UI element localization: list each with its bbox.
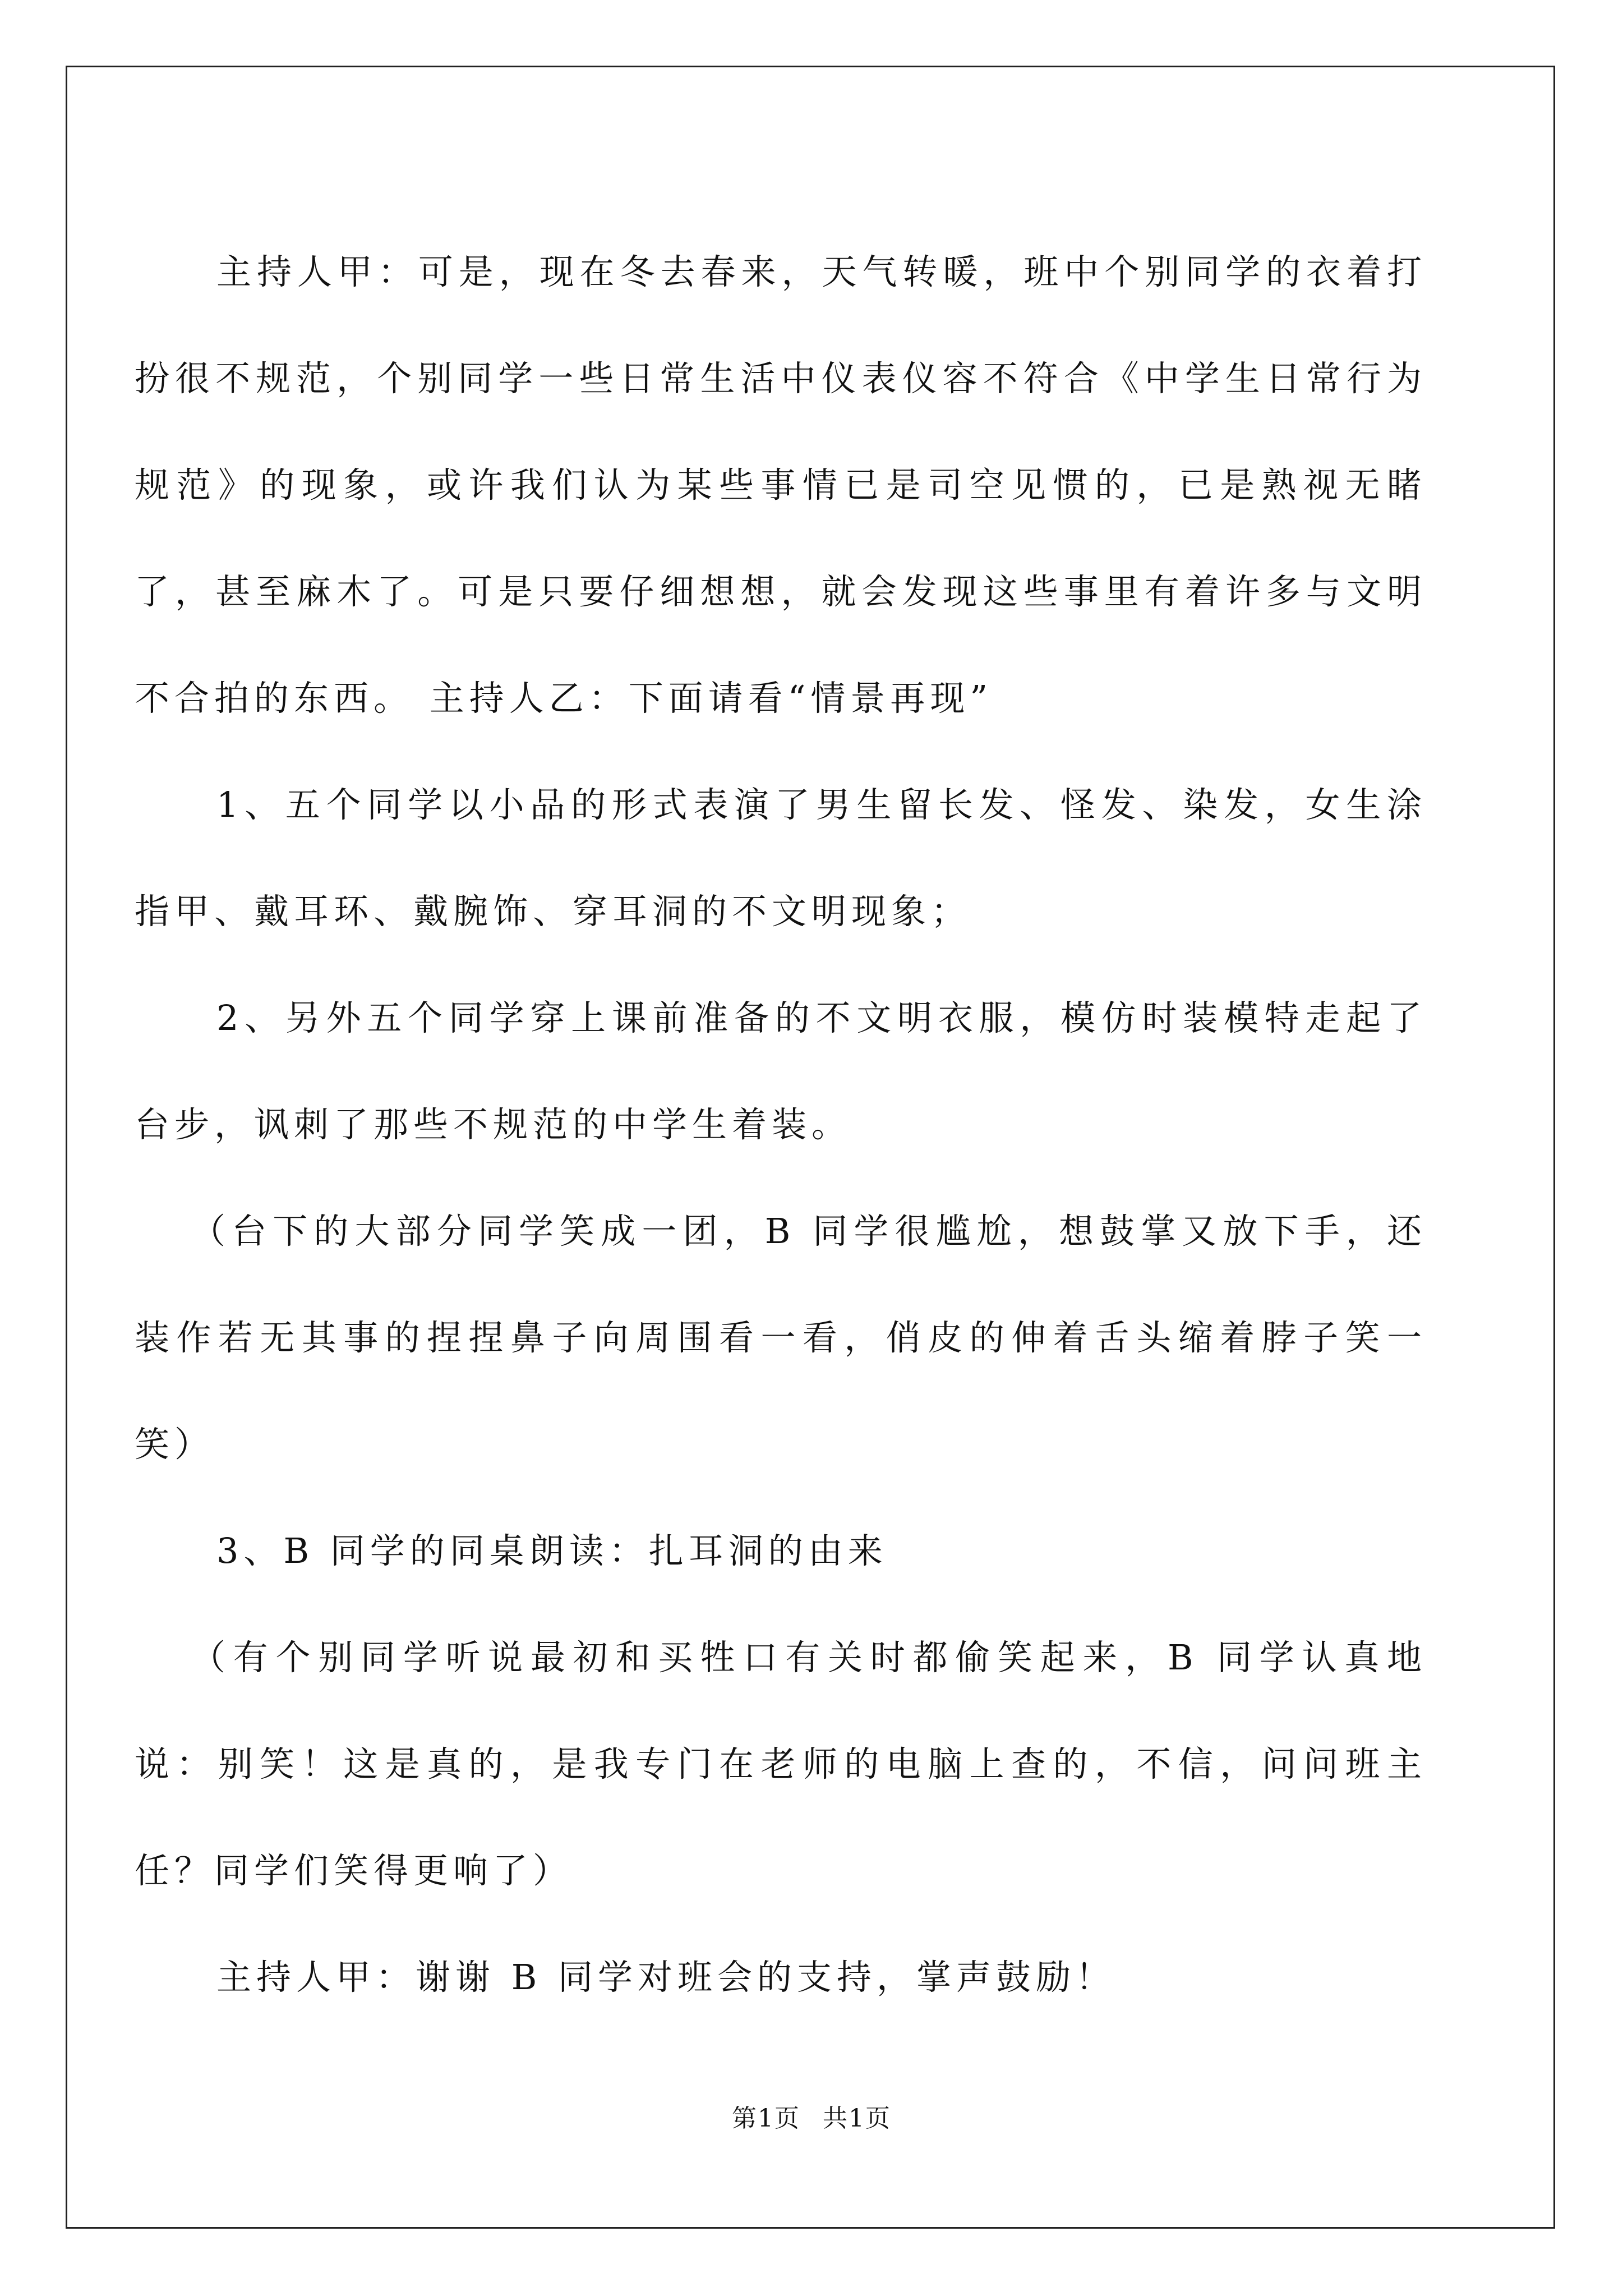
document-body [135,219,1427,2031]
paragraph-item-3: 3、B 同学的同桌朗读：扎耳洞的由来 [216,1530,888,1571]
paragraph-item-1: 1、五个同学以小品的形式表演了男生留长发、怪发、染发，女生涂指甲、戴耳环、戴腕饰、穿耳洞的不文明现象； [135,784,1427,932]
paragraph-host-dialogue: 主持人甲：可是，现在冬去春来，天气转暖，班中个别同学的衣着打扮很不规范，个别同学一些日常生活中仪表仪容不符合《中学生日常行为规范》的现象，或许我们认为某些事情已是司空见惯的，已是熟视无睹了，甚至麻木了。可是只要仔细想想，就会发现这些事里有着许多与文明不合拍的东西。 主持人乙：下面请看“情景再现” [135,251,1427,719]
paragraph-host-thanks: 主持人甲：谢谢 B 同学对班会的支持，掌声鼓励！ [216,1957,1115,1998]
paragraph-audience-reaction: （台下的大部分同学笑成一团，B 同学很尴尬，想鼓掌又放下手，还装作若无其事的捏捏鼻子向周围看一看，俏皮的伸着舌头缩着脖子笑一笑） [135,1211,1427,1465]
page-number: 第1页 [732,2104,800,2133]
paragraph-student-remark: （有个别同学听说最初和买牲口有关时都偷笑起来，B 同学认真地说：别笑！这是真的，是我专门在老师的电脑上查的，不信，问问班主任？同学们笑得更响了） [135,1637,1427,1891]
page-total: 共1页 [823,2104,891,2133]
page-footer [0,2098,1623,2134]
paragraph-item-2: 2、另外五个同学穿上课前准备的不文明衣服，模仿时装模特走起了台步，讽刺了那些不规范的中学生着装。 [135,997,1427,1145]
